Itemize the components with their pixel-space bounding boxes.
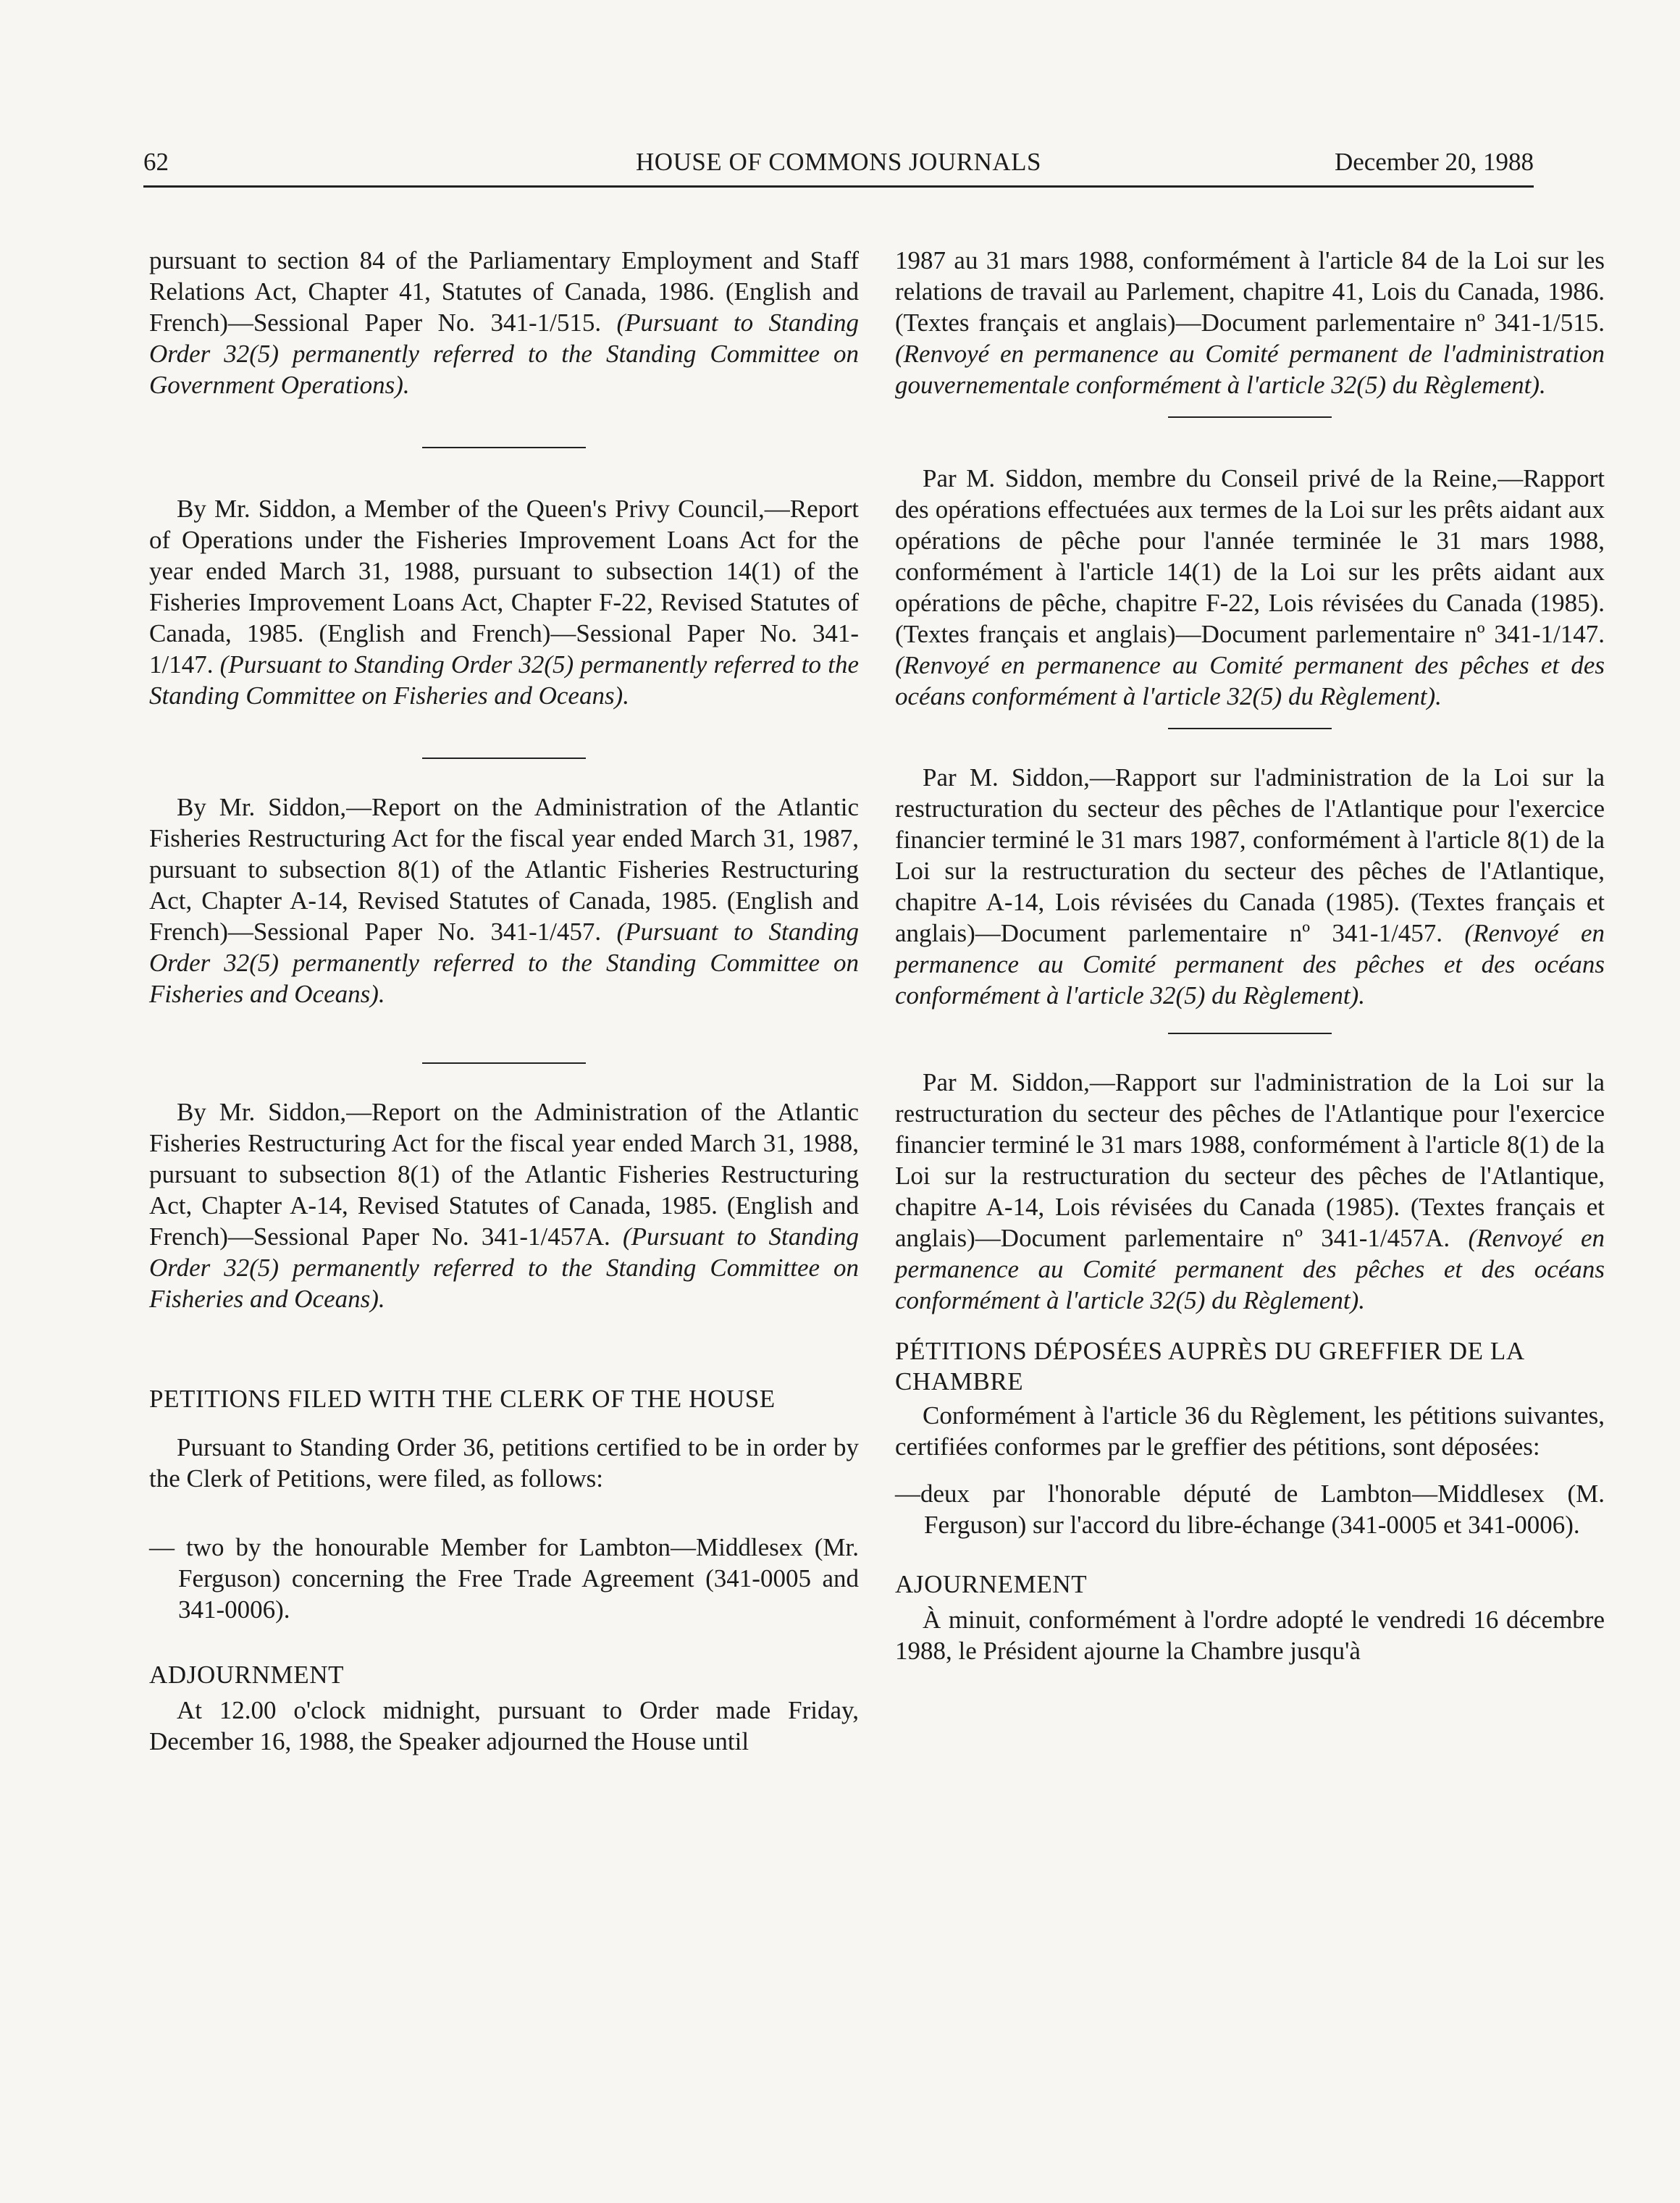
french-column xyxy=(895,245,1605,1666)
adjournment-heading: AJOURNEMENT xyxy=(895,1570,1088,1598)
paragraph-atlantic-1987: By Mr. Siddon,—Report on the Administration of the Atlantic Fisheries Restructuring Act for the fiscal year ended March 31, 1987, pursuant to subsection 8(1) of the Atlantic Fisheries Restructuring Act, Chapter A-14, Revised Statutes of Canada, 1985. (English and French)—Sessional Paper No. 341-1/457. (Pursuant to Standing Order 32(5) permanently referred to the Standing Committee on Fisheries and Oceans). xyxy=(149,793,859,1008)
page-number: 62 xyxy=(143,148,169,176)
petition-item: —deux par l'honorable député de Lambton—Middlesex (M. Ferguson) sur l'accord du libre-échange (341-0005 et 341-0006). xyxy=(895,1480,1605,1539)
paragraph-fisheries-loans: By Mr. Siddon, a Member of the Queen's Privy Council,—Report of Operations under the Fisheries Improvement Loans Act for the year ended March 31, 1988, pursuant to subsection 14(1) of the Fisheries Improvement Loans Act, Chapter F-22, Revised Statutes of Canada, 1985. (English and French)—Sessional Paper No. 341-1/147. (Pursuant to Standing Order 32(5) permanently referred to the Standing Committee on Fisheries and Oceans). xyxy=(149,495,859,710)
paragraph-atlantic-1988: By Mr. Siddon,—Report on the Administration of the Atlantic Fisheries Restructuring Act for the fiscal year ended March 31, 1988, pursuant to subsection 8(1) of the Atlantic Fisheries Restructuring Act, Chapter A-14, Revised Statutes of Canada, 1985. (English and French)—Sessional Paper No. 341-1/457A. (Pursuant to Standing Order 32(5) permanently referred to the Standing Committee on Fisheries and Oceans). xyxy=(149,1098,859,1313)
paragraph-continuation: pursuant to section 84 of the Parliamentary Employment and Staff Relations Act, Chapter 41, Statutes of Canada, 1986. (English and French)—Sessional Paper No. 341-1/515. (Pursuant to Standing Order 32(5) permanently referred to the Standing Committee on Government Operations). xyxy=(149,246,859,399)
paragraph-atlantic-1987: Par M. Siddon,—Rapport sur l'administration de la Loi sur la restructuration du secteur des pêches de l'Atlantique pour l'exercice financier terminé le 31 mars 1987, conformément à l'article 8(1) de la Loi sur la restructuration du secteur des pêches de l'Atlantique, chapitre A-14, Lois révisées du Canada (1985). (Textes français et anglais)—Document parlementaire nº 341-1/457. (Renvoyé en permanence au Comité permanent des pêches et des océans conformément à l'article 32(5) du Règlement). xyxy=(895,763,1605,1010)
petition-item: — two by the honourable Member for Lambton—Middlesex (Mr. Ferguson) concerning the Free Trade Agreement (341-0005 and 341-0006). xyxy=(149,1533,859,1624)
paragraph-atlantic-1988: Par M. Siddon,—Rapport sur l'administration de la Loi sur la restructuration du secteur des pêches de l'Atlantique pour l'exercice financier terminé le 31 mars 1988, conformément à l'article 8(1) de la Loi sur la restructuration du secteur des pêches de l'Atlantique, chapitre A-14, Lois révisées du Canada (1985). (Textes français et anglais)—Document parlementaire nº 341-1/457A. (Renvoyé en permanence au Comité permanent des pêches et des océans conformément à l'article 32(5) du Règlement). xyxy=(895,1068,1605,1314)
paragraph-continuation: 1987 au 31 mars 1988, conformément à l'article 84 de la Loi sur les relations de travail au Parlement, chapitre 41, Lois du Canada, 1986. (Textes français et anglais)—Document parlementaire nº 341-1/515. (Renvoyé en permanence au Comité permanent de l'administration gouvernementale conformément à l'article 32(5) du Règlement). xyxy=(895,246,1605,399)
paragraph-fisheries-loans: Par M. Siddon, membre du Conseil privé de la Reine,—Rapport des opérations effectuées aux termes de la Loi sur les prêts aidant aux opérations de pêche pour l'année terminée le 31 mars 1988, conformément à l'article 14(1) de la Loi sur les prêts aidant aux opérations de pêche, chapitre F-22, Lois révisées du Canada (1985). (Textes français et anglais)—Document parlementaire nº 341-1/147. (Renvoyé en permanence au Comité permanent des pêches et des océans conformément à l'article 32(5) du Règlement). xyxy=(895,464,1605,710)
adjournment-text: À minuit, conformément à l'ordre adopté le vendredi 16 décembre 1988, le Président ajourne la Chambre jusqu'à xyxy=(895,1606,1605,1665)
page-header xyxy=(143,145,1534,188)
petitions-intro: Conformément à l'article 36 du Règlement, les pétitions suivantes, certifiées conformes par le greffier des pétitions, sont déposées: xyxy=(895,1401,1605,1461)
journal-title: HOUSE OF COMMONS JOURNALS xyxy=(636,148,1041,176)
journal-date: December 20, 1988 xyxy=(1334,148,1534,176)
petitions-heading: PETITIONS FILED WITH THE CLERK OF THE HOUSE xyxy=(149,1385,776,1413)
petitions-intro: Pursuant to Standing Order 36, petitions certified to be in order by the Clerk of Petitions, were filed, as follows: xyxy=(149,1433,859,1493)
petitions-heading: PÉTITIONS DÉPOSÉES AUPRÈS DU GREFFIER DE LA CHAMBRE xyxy=(895,1337,1524,1396)
adjournment-text: At 12.00 o'clock midnight, pursuant to Order made Friday, December 16, 1988, the Speaker adjourned the House until xyxy=(149,1696,859,1755)
adjournment-heading: ADJOURNMENT xyxy=(149,1661,345,1689)
english-column xyxy=(149,245,859,1757)
